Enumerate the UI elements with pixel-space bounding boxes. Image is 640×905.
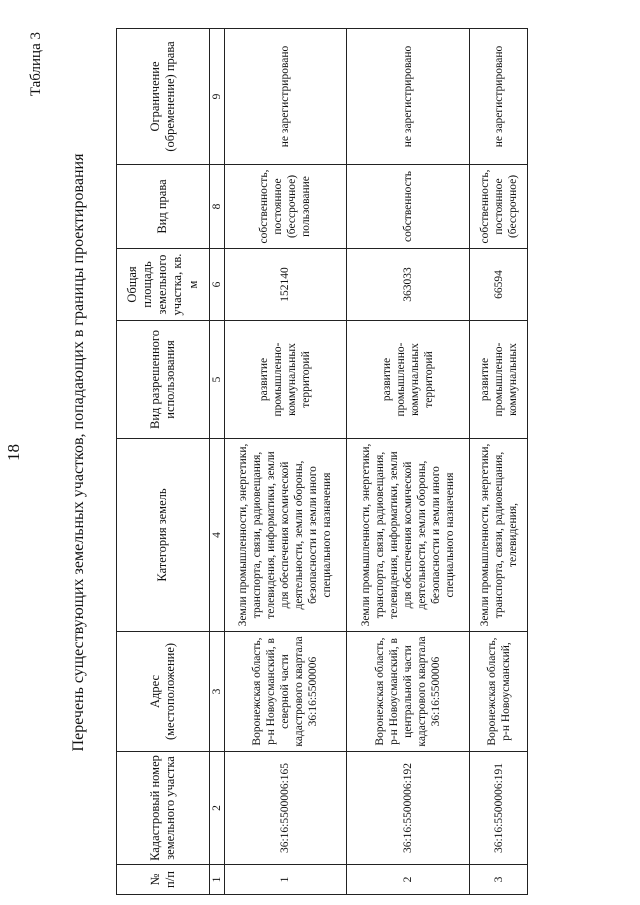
row-number: 1	[225, 865, 347, 895]
col-header-area: Общая площадь земельного участка, кв. м	[117, 249, 210, 321]
col-header-category: Категория земель	[117, 439, 210, 632]
restriction: не зарегистрировано	[470, 29, 528, 165]
header-row	[117, 29, 210, 895]
col-number: 6	[209, 249, 224, 321]
parcels-table	[116, 28, 528, 895]
col-header-use: Вид разрешенного использования	[117, 321, 210, 439]
permitted-use: развитие промышленно-коммунальных территорий	[346, 321, 470, 439]
col-number: 2	[209, 752, 224, 865]
cadastral-number: 36:16:5500006:165	[225, 752, 347, 865]
permitted-use: развитие промышленно-коммунальных	[470, 321, 528, 439]
area: 363033	[346, 249, 470, 321]
address: Воронежская область, р-н Новоусманский, в центральной части кадастрового квартала 36:16:5500006	[346, 632, 470, 752]
land-category: Земли промышленности, энергетики, транспорта, связи, радиовещания, телевидения, информатики, земли для обеспечения космической деятельности, земли обороны, безопасности и земли иного специального назначения	[225, 439, 347, 632]
cadastral-number: 36:16:5500006:192	[346, 752, 470, 865]
land-category: Земли промышленности, энергетики, транспорта, связи, радиовещания, телевидения,	[470, 439, 528, 632]
table-row	[225, 29, 347, 895]
col-header-cadastral: Кадастровый номер земельного участка	[117, 752, 210, 865]
col-number: 8	[209, 165, 224, 249]
area: 66594	[470, 249, 528, 321]
right-type: собственность, постоянное (бессрочное) пользование	[225, 165, 347, 249]
table-number: Таблица 3	[28, 32, 44, 97]
page-number: 18	[4, 444, 23, 461]
table-title: Перечень существующих земельных участков, попадающих в границы проектирования	[70, 153, 87, 752]
row-number: 3	[470, 865, 528, 895]
col-number: 3	[209, 632, 224, 752]
restriction: не зарегистрировано	[225, 29, 347, 165]
right-type: собственность	[346, 165, 470, 249]
col-header-num: № п/п	[117, 865, 210, 895]
column-numbers-row	[209, 29, 224, 895]
col-number: 1	[209, 865, 224, 895]
col-header-restriction: Ограничение (обременение) права	[117, 29, 210, 165]
cadastral-number: 36:16:5500006:191	[470, 752, 528, 865]
permitted-use: развитие промышленно-коммунальных территорий	[225, 321, 347, 439]
col-header-address: Адрес (местоположение)	[117, 632, 210, 752]
table-row	[346, 29, 470, 895]
address: Воронежская область, р-н Новоусманский,	[470, 632, 528, 752]
col-number: 9	[209, 29, 224, 165]
land-category: Земли промышленности, энергетики, транспорта, связи, радиовещания, телевидения, информатики, земли для обеспечения космической деятельности, земли обороны, безопасности и земли иного специального назначения	[346, 439, 470, 632]
address: Воронежская область, р-н Новоусманский, в северной части кадастрового квартала 36:16:5500006	[225, 632, 347, 752]
col-number: 4	[209, 439, 224, 632]
area: 152140	[225, 249, 347, 321]
row-number: 2	[346, 865, 470, 895]
col-number: 5	[209, 321, 224, 439]
table-row	[470, 29, 528, 895]
col-header-right: Вид права	[117, 165, 210, 249]
right-type: собственность, постоянное (бессрочное)	[470, 165, 528, 249]
restriction: не зарегистрировано	[346, 29, 470, 165]
